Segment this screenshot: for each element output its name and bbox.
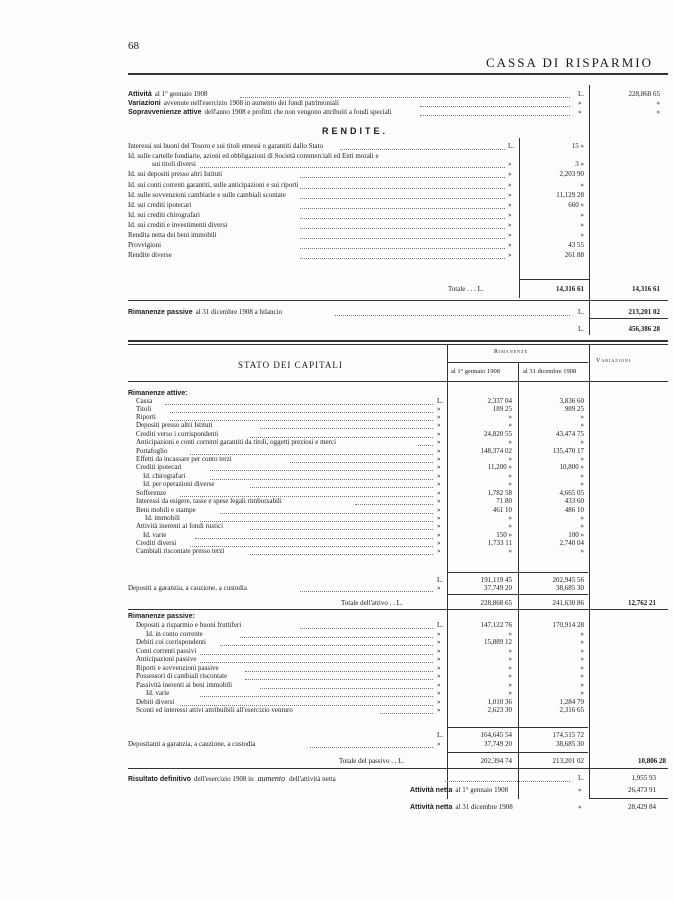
leader-dots [190, 546, 433, 547]
leader-dots [165, 404, 433, 405]
leader-dots [195, 538, 433, 539]
rendite-value: » [580, 231, 584, 239]
leader-dots [300, 248, 505, 249]
cell-value-1: » [508, 647, 512, 655]
cell-value-2: 38,685 30 [556, 584, 584, 592]
rendite-value: 11,129 28 [556, 191, 584, 199]
attivita-text: al 31 dicembre 1908 [455, 803, 513, 811]
attivita-value: 28,429 84 [628, 803, 656, 811]
cell-value-2: » [580, 647, 584, 655]
col-header-1: al 1° gennaio 1908 [451, 368, 500, 375]
currency-mark: » [437, 430, 441, 438]
intro-text: dell'anno 1908 e profitti che non vengono attribuiti a fondi speciali [204, 108, 392, 116]
variazioni-header: Variazioni [596, 358, 631, 364]
cell-value-2: » [580, 664, 584, 672]
table-row-label: Depositanti a garanzia, a cauzione, a custodia [128, 740, 256, 748]
cell-value-2: 3,836 60 [559, 397, 584, 405]
table-row-label: Debiti diversi [136, 698, 175, 706]
currency-mark: » [437, 681, 441, 689]
currency-mark: » [437, 672, 441, 680]
risultato-line [128, 774, 336, 784]
rule-h [448, 752, 588, 753]
cell-value-2: » [580, 522, 584, 530]
rule-v [518, 362, 519, 799]
leader-dots [220, 645, 433, 646]
cell-value-2: » [580, 547, 584, 555]
leader-dots [300, 198, 505, 199]
risultato-value: 1,955 93 [631, 774, 656, 782]
table-row-label: Depositi presso altri Istituti [136, 421, 213, 429]
cell-value-1: » [508, 413, 512, 421]
rendite-row-label: Id. sulle cartelle fondiarie, azioni ed obbligazioni di Società commerciali ed Enti morali e [128, 152, 379, 160]
currency-mark: » [437, 514, 441, 522]
leader-dots [300, 218, 505, 219]
currency-mark: » [508, 241, 512, 249]
table-row-label: Depositi a garanzia, a cauzione, a custodia [128, 584, 247, 592]
currency-mark: » [437, 647, 441, 655]
table-row-label: Id. varie [146, 689, 170, 697]
currency-mark: » [437, 522, 441, 530]
leader-dots [200, 167, 505, 168]
rendite-row-label: Interessi sui buoni del Tesoro e sui titoli emessi o garantiti dallo Stato [128, 142, 323, 150]
table-row-label: Beni mobili e stampe [136, 506, 196, 514]
table-row-label: Riporti [136, 413, 156, 421]
rule-h [448, 594, 588, 595]
leader-dots [310, 747, 433, 748]
cell-value-2: » [580, 689, 584, 697]
attive-heading: Rimanenze attive: [128, 390, 188, 397]
rimanenze-passive-text: al 31 dicembre 1908 a bilancio [195, 308, 283, 316]
currency-mark: » [437, 497, 441, 505]
cell-value-2: 202,945 56 [552, 576, 584, 584]
table-row-label: Id. in conto corrente [146, 630, 203, 638]
intro-row [128, 90, 208, 99]
cell-value-1: » [508, 522, 512, 530]
rule-h [448, 572, 588, 573]
currency-mark: » [508, 201, 512, 209]
leader-dots [355, 504, 433, 505]
cell-value-1: » [508, 438, 512, 446]
cell-value-2: 989 25 [564, 405, 584, 413]
rendite-value: » [580, 211, 584, 219]
cell-value-2: » [580, 438, 584, 446]
currency-mark: L. [508, 142, 515, 150]
cell-value-1: 191,119 45 [480, 576, 512, 584]
cell-value-2: 4,665 05 [559, 489, 584, 497]
leader-dots [340, 149, 505, 150]
table-row-label: Anticipazioni e conti correnti garantiti da titoli, oggetti preziosi e merci [136, 438, 337, 446]
rule-h [128, 340, 668, 342]
attivita-value: 26,473 91 [628, 786, 656, 794]
intro-text: al 1° gennaio 1908 [154, 90, 208, 98]
table-row-label: Cambiali riscontate presso terzi [136, 547, 225, 555]
intro-label: Attività [128, 91, 152, 98]
currency-mark: » [437, 405, 441, 413]
risultato-text: dell'attività netta [289, 775, 336, 783]
rendite-row-label: Id. sui crediti e investimenti diversi [128, 221, 228, 229]
page-number: 68 [128, 40, 139, 52]
leader-dots [418, 445, 433, 446]
table-row-label: Sofferenze [136, 489, 167, 497]
leader-dots [300, 188, 505, 189]
cell-value-1: 164,645 54 [480, 731, 512, 739]
leader-dots [210, 470, 433, 471]
cell-value-2: » [580, 655, 584, 663]
leader-dots [300, 258, 505, 259]
totale-passivo-var: 10,806 28 [638, 757, 666, 765]
cell-value-1: 148,374 02 [480, 447, 512, 455]
table-row-label: Id. immobili [145, 514, 180, 522]
rimanenze-passive-value: 213,201 02 [628, 308, 660, 316]
rule-v [589, 85, 590, 335]
currency-mark: » [437, 584, 441, 592]
totale-passivo-v1: 202,394 74 [480, 757, 512, 765]
cell-value-2: » [580, 472, 584, 480]
leader-dots [245, 679, 433, 680]
currency-mark: » [437, 531, 441, 539]
cell-value-2: 100 » [568, 531, 584, 539]
leader-dots [420, 106, 570, 107]
currency-mark: L. [437, 576, 444, 584]
totale-attivo-v1: 228,868 65 [480, 599, 512, 607]
currency-mark: » [437, 630, 441, 638]
cell-value-2: 174,515 72 [552, 731, 584, 739]
leader-dots [250, 529, 433, 530]
rendite-value: » [580, 221, 584, 229]
rendite-value: 261 88 [564, 251, 584, 259]
rendite-heading: RENDITE. [322, 126, 389, 136]
currency-mark: » [437, 664, 441, 672]
leader-dots [300, 628, 433, 629]
currency-mark: » [508, 191, 512, 199]
currency-mark: » [437, 638, 441, 646]
currency-mark: » [437, 472, 441, 480]
col-header-2: al 31 dicembre 1908 [523, 368, 577, 375]
currency-mark: » [437, 689, 441, 697]
cell-value-1: 2,623 30 [487, 706, 512, 714]
cell-value-1: 24,820 55 [484, 430, 512, 438]
rule-v [589, 344, 590, 799]
intro-text: avvenute nell'esercizio 1908 in aumento dei fondi patrimoniali [163, 99, 339, 107]
cell-value-1: 1,782 58 [487, 489, 512, 497]
cell-value-1: » [508, 689, 512, 697]
rendite-value: 2,203 90 [559, 170, 584, 178]
cell-value-1: 150 » [496, 531, 512, 539]
table-row-label: Conti correnti passivi [136, 647, 197, 655]
cell-value-1: » [508, 655, 512, 663]
intro-value: » [656, 108, 660, 116]
currency-mark: » [508, 251, 512, 259]
intro-value: 228,868 65 [628, 90, 660, 98]
cell-value-1: » [508, 421, 512, 429]
cell-value-2: » [580, 514, 584, 522]
table-row-label: Anticipazioni passive [136, 655, 197, 663]
table-row-label: Crediti ipotecari [136, 463, 182, 471]
table-row-label: Crediti verso i corrispondenti [136, 430, 219, 438]
totale-value: 14,316 61 [556, 285, 584, 293]
cell-value-1: 1,733 11 [487, 539, 512, 547]
cell-value-2: » [580, 630, 584, 638]
cell-value-2: » [580, 421, 584, 429]
table-row-label: Crediti diversi [136, 539, 177, 547]
rendite-value: 660 » [568, 201, 584, 209]
leader-dots [335, 315, 570, 316]
cell-value-1: » [508, 472, 512, 480]
cell-value-1: » [508, 630, 512, 638]
intro-row [128, 108, 392, 117]
rendite-row-label: Id. sui crediti ipotecari [128, 201, 192, 209]
totale-passivo-label: Totale del passivo . . L. [339, 757, 405, 765]
cell-value-1: 15,889 12 [484, 638, 512, 646]
cell-value-2: 170,914 28 [552, 621, 584, 629]
rendite-row-label: Id. sui conti correnti garantiti, sulle anticipazioni e sui riporti [128, 181, 299, 189]
rimanenze-passive-label: Rimanenze passive [128, 309, 193, 316]
currency-mark: » [437, 547, 441, 555]
rule-h [128, 381, 668, 382]
currency-mark: » [437, 447, 441, 455]
attivita-line [410, 803, 513, 812]
currency-mark: L. [578, 90, 585, 98]
currency-mark: » [437, 655, 441, 663]
currency-mark: » [437, 480, 441, 488]
cell-value-1: » [508, 672, 512, 680]
leader-dots [300, 177, 505, 178]
cell-value-2: » [580, 681, 584, 689]
currency-mark: » [508, 181, 512, 189]
leader-dots [245, 671, 433, 672]
totale-attivo-var: 12,762 21 [628, 599, 656, 607]
leader-dots [240, 637, 433, 638]
rule-v [519, 138, 520, 298]
risultato-text: dell'esercizio 1908 in [194, 775, 254, 783]
cell-value-1: 189 25 [492, 405, 512, 413]
currency-mark: L. [437, 621, 444, 629]
totale-passivo-v2: 213,201 02 [552, 757, 584, 765]
sum-value: 456,386 28 [628, 325, 660, 333]
currency-mark: » [437, 506, 441, 514]
currency-mark: » [437, 463, 441, 471]
table-row-label: Debiti coi corrispondenti [136, 638, 206, 646]
cell-value-2: 486 10 [564, 506, 584, 514]
leader-dots [445, 781, 570, 782]
leader-dots [250, 554, 433, 555]
leader-dots [300, 591, 433, 592]
currency-mark: » [508, 221, 512, 229]
currency-mark: » [437, 413, 441, 421]
currency-mark: » [437, 438, 441, 446]
rendite-value: » [580, 181, 584, 189]
totale-attivo-label: Totale dell'attivo . . L. [341, 599, 403, 607]
table-row-label: Id. varie [143, 531, 167, 539]
cell-value-2: 38,685 30 [556, 740, 584, 748]
header-rule [128, 73, 668, 75]
stato-title: STATO DEI CAPITALI [238, 360, 343, 370]
cell-value-2: » [580, 413, 584, 421]
rendite-value: 43 55 [568, 241, 584, 249]
cell-value-1: 37,749 20 [484, 584, 512, 592]
currency-mark: » [508, 170, 512, 178]
intro-value: » [656, 99, 660, 107]
rendite-row-label: Rendita netta dei beni immobili [128, 231, 217, 239]
rule-h [448, 727, 588, 728]
leader-dots [290, 462, 433, 463]
table-row-label: Cassa [136, 397, 153, 405]
table-row-label: Riporti e sovvenzioni passive [136, 664, 219, 672]
rendite-row-label: sui titoli diversi [152, 160, 196, 168]
cell-value-1: » [508, 547, 512, 555]
rule-h [128, 609, 668, 610]
cell-value-2: 433 60 [564, 497, 584, 505]
currency-mark: » [508, 160, 512, 168]
leader-dots [250, 487, 433, 488]
leader-dots [420, 115, 570, 116]
table-row-label: Depositi a risparmio e buoni fruttiferi [136, 621, 242, 629]
currency-mark: » [437, 706, 441, 714]
cell-value-1: 11,200 » [487, 463, 512, 471]
page-title: CASSA DI RISPARMIO [486, 55, 654, 70]
currency-mark: L. [578, 325, 585, 333]
table-row-label: Titoli [136, 405, 152, 413]
currency-mark: L. [437, 397, 444, 405]
leader-dots [200, 521, 433, 522]
currency-mark: » [578, 786, 582, 794]
totale-right-value: 14,316 61 [632, 285, 660, 293]
leader-dots [300, 208, 505, 209]
currency-mark: » [578, 803, 582, 811]
cell-value-2: 1,284 79 [559, 698, 584, 706]
leader-dots [380, 713, 433, 714]
currency-mark: » [508, 231, 512, 239]
table-row-label: Id. chirografari [143, 472, 186, 480]
attivita-line [410, 786, 508, 795]
cell-value-1: » [508, 480, 512, 488]
cell-value-2: » [580, 638, 584, 646]
table-row-label: Id. per operazioni diverse [143, 480, 215, 488]
cell-value-1: 147,122 76 [480, 621, 512, 629]
rendite-row-label: Id. sulle sovvenzioni cambiarie e sulle cambiali scontate [128, 191, 286, 199]
rule-h [589, 798, 668, 799]
cell-value-2: » [580, 455, 584, 463]
cell-value-2: 43,474 75 [556, 430, 584, 438]
cell-value-1: 1,010 36 [487, 698, 512, 706]
attivita-label: Attività netta [410, 787, 453, 794]
leader-dots [260, 688, 433, 689]
rendite-row-label: Rendite diverse [128, 251, 172, 259]
cell-value-1: 461 10 [492, 506, 512, 514]
rendite-row-label: Id. sui crediti chirografari [128, 211, 200, 219]
table-row-label: Possessori di cambiali riscontate [136, 672, 228, 680]
rule-h [128, 768, 668, 769]
table-row-label: Effetti da incassare per conto terzi [136, 455, 232, 463]
totale-label: Totale . . . L. [448, 285, 484, 293]
cell-value-1: » [508, 455, 512, 463]
rendite-value: 3 » [575, 160, 584, 168]
currency-mark: » [437, 455, 441, 463]
table-row-label: Interessi da esigere, tasse e spese legali rimborsabili [136, 497, 282, 505]
rule-h [128, 300, 668, 301]
rule-h [128, 344, 668, 345]
table-row-label: Passività inerenti ai beni immobili [136, 681, 233, 689]
table-row-label: Sconti ed interessi attivi attribuibili all'esercizio venturo [136, 706, 293, 714]
rimanenze-header: Rimanenze [494, 349, 528, 355]
cell-value-1: » [508, 514, 512, 522]
rendite-row-label: Id. sui depositi presso altri Istituti [128, 170, 223, 178]
risultato-label: Risultato definitivo [128, 776, 191, 783]
rule-h [589, 318, 668, 319]
cell-value-1: » [508, 664, 512, 672]
rendite-row-label: Provvigioni [128, 241, 162, 249]
currency-mark: » [578, 99, 582, 107]
cell-value-2: 2,740 04 [559, 539, 584, 547]
cell-value-2: » [580, 480, 584, 488]
rendite-value: 15 » [571, 142, 584, 150]
leader-dots [300, 238, 505, 239]
risultato-emph: aumento [257, 774, 286, 783]
intro-row [128, 99, 339, 108]
cell-value-2: 135,470 17 [552, 447, 584, 455]
leader-dots [200, 696, 433, 697]
cell-value-2: 10,800 » [559, 463, 584, 471]
cell-value-2: 2,316 65 [559, 706, 584, 714]
table-row-label: Attività inerenti ai fondi rustici [136, 522, 224, 530]
currency-mark: » [437, 489, 441, 497]
cell-value-1: » [508, 681, 512, 689]
currency-mark: » [437, 698, 441, 706]
currency-mark: » [578, 108, 582, 116]
cell-value-1: 71 80 [496, 497, 512, 505]
leader-dots [260, 428, 433, 429]
cell-value-2: » [580, 672, 584, 680]
rule-h [520, 279, 590, 280]
attivita-label: Attività netta [410, 804, 453, 811]
currency-mark: » [437, 740, 441, 748]
currency-mark: » [437, 421, 441, 429]
leader-dots [210, 479, 433, 480]
cell-value-1: 37,749 20 [484, 740, 512, 748]
leader-dots [220, 513, 433, 514]
totale-attivo-v2: 241,630 86 [552, 599, 584, 607]
currency-mark: » [508, 211, 512, 219]
leader-dots [200, 654, 433, 655]
currency-mark: » [437, 539, 441, 547]
cell-value-1: 2,337 04 [487, 397, 512, 405]
currency-mark: L. [578, 308, 585, 316]
passive-heading: Rimanenze passive: [128, 613, 195, 620]
leader-dots [300, 228, 505, 229]
rimanenze-passive-line [128, 308, 282, 317]
intro-label: Sopravvenienze attive [128, 109, 202, 116]
leader-dots [200, 662, 433, 663]
table-row-label: Portafoglio [136, 447, 168, 455]
attivita-text: al 1° gennaio 1908 [455, 786, 509, 794]
currency-mark: L. [578, 774, 585, 782]
intro-label: Variazioni [128, 100, 161, 107]
currency-mark: L. [437, 731, 444, 739]
leader-dots [170, 412, 433, 413]
leader-dots [240, 97, 570, 98]
